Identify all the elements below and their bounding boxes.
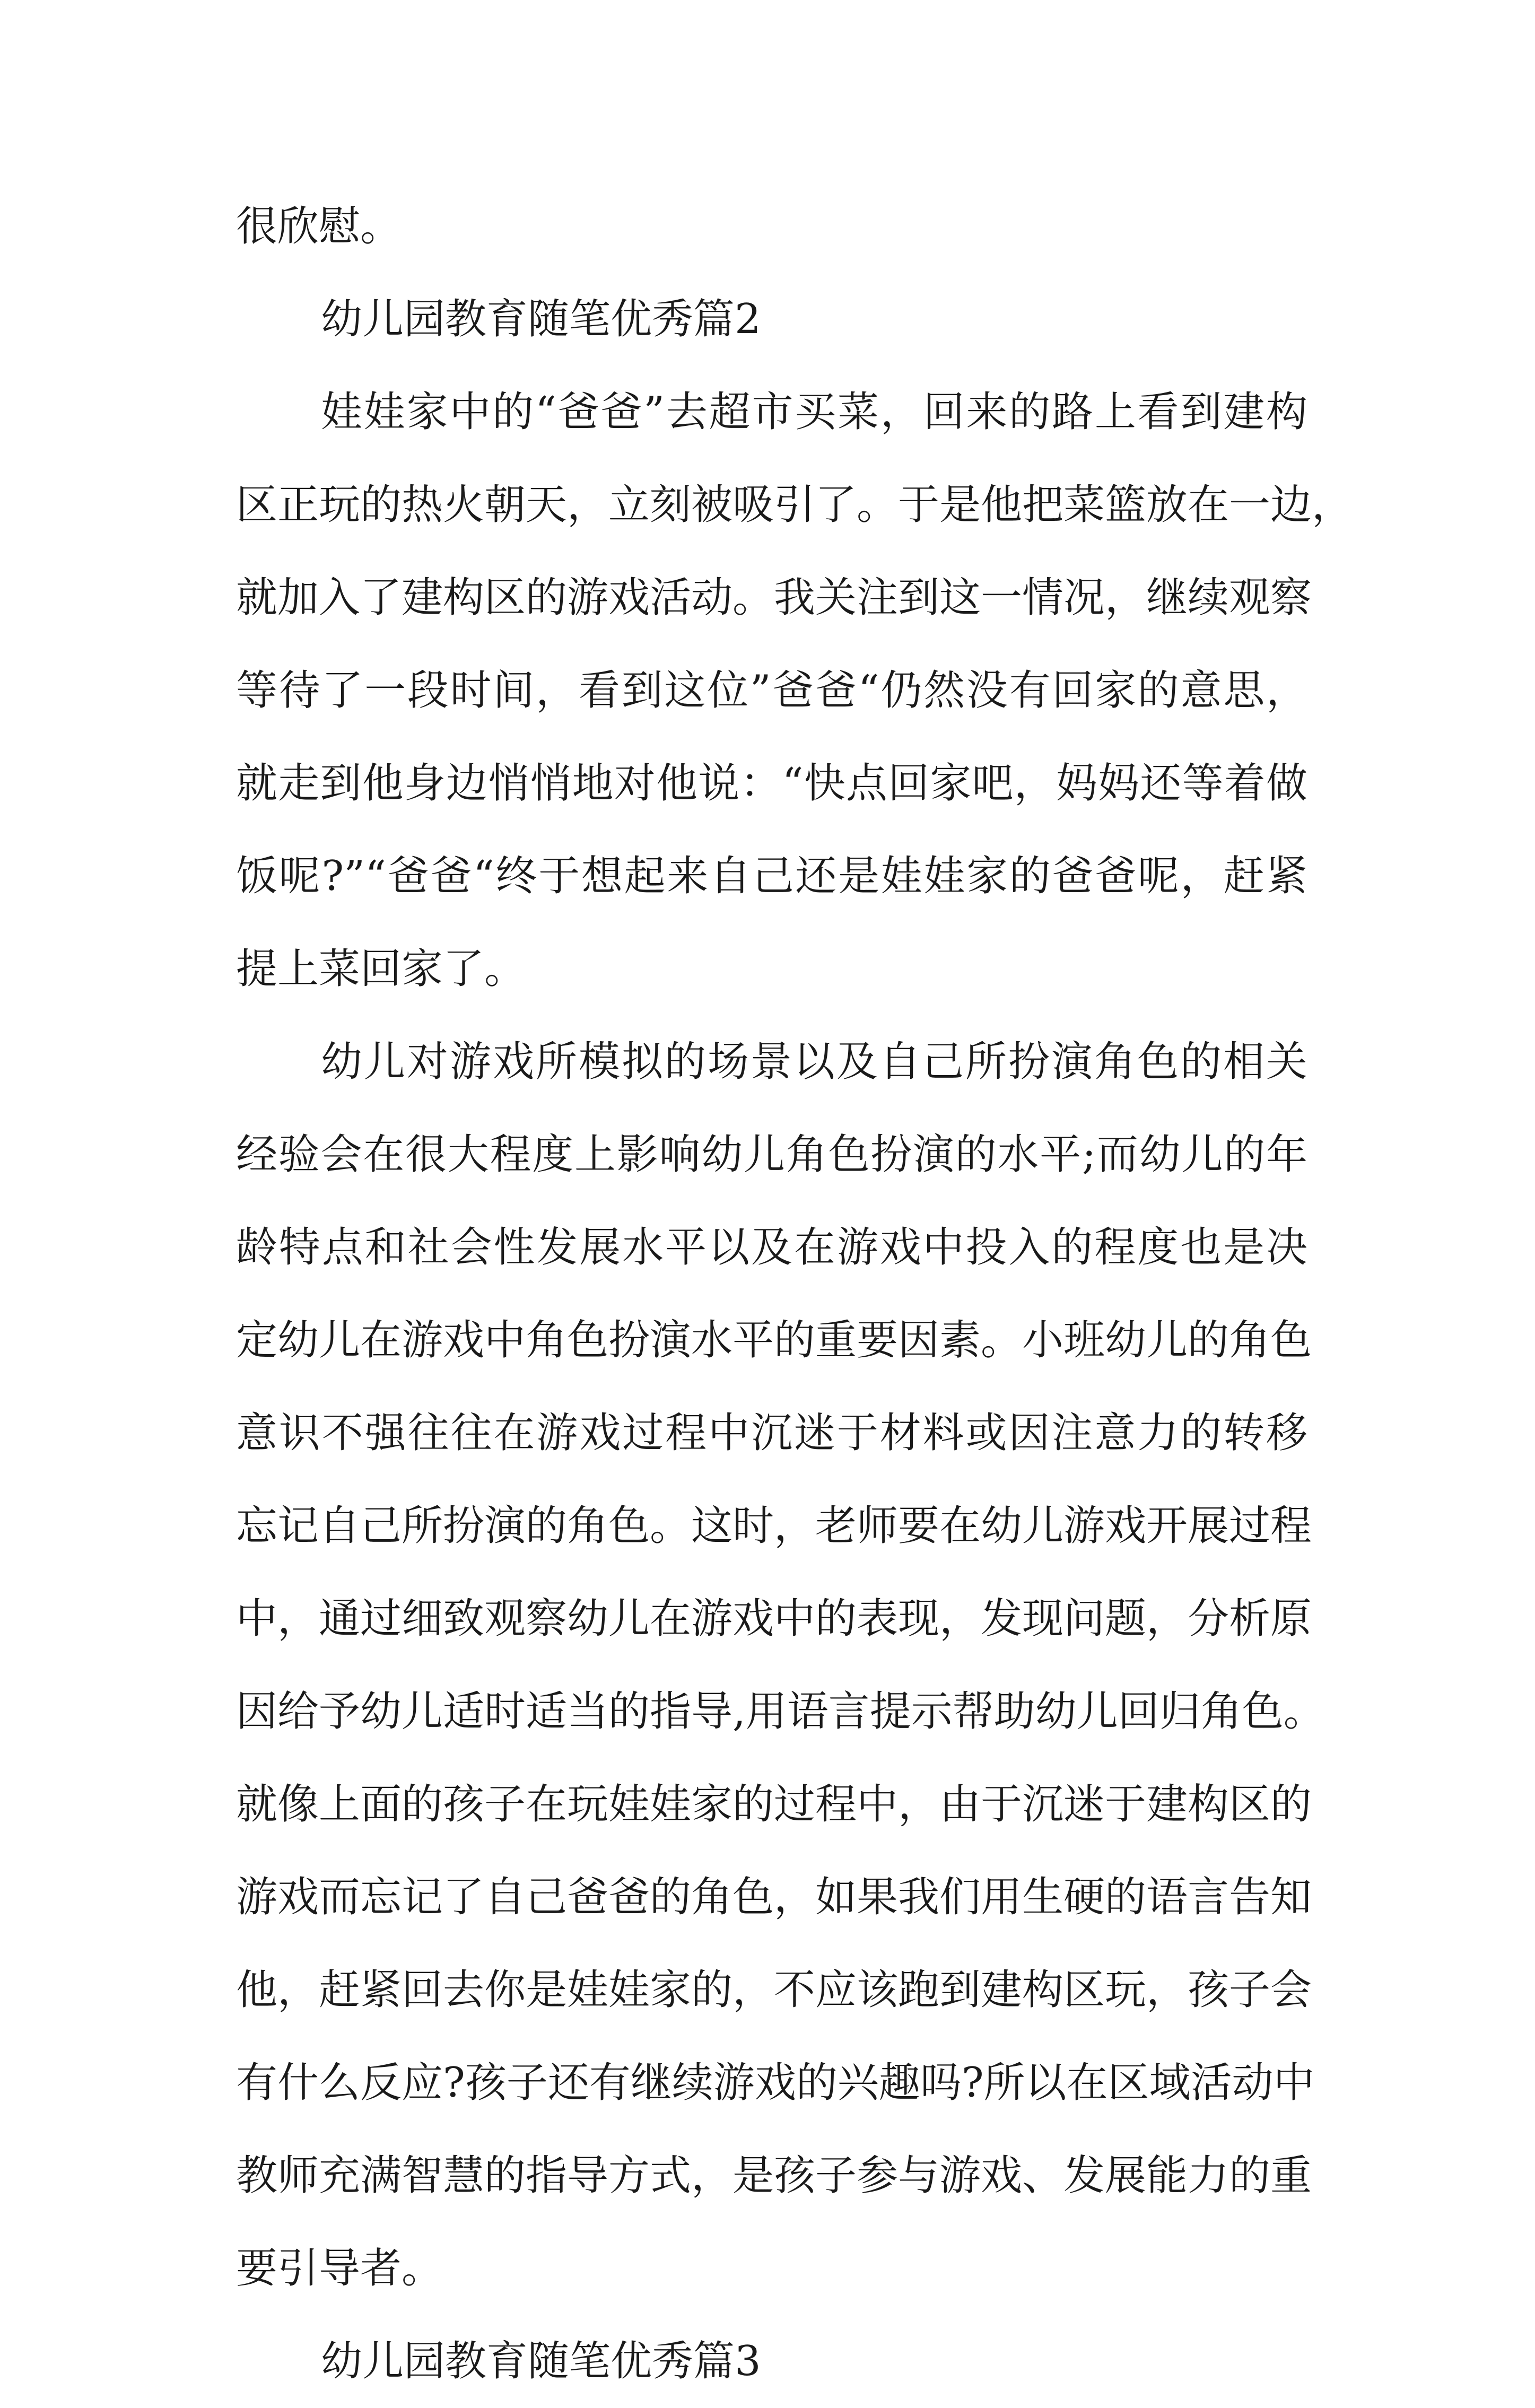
- section-heading-2: 幼儿园教育随笔优秀篇2: [321, 295, 761, 343]
- paragraph-line: 饭呢?”“爸爸“终于想起来自己还是娃娃家的爸爸呢，赶紧: [236, 852, 1307, 900]
- paragraph-line: 意识不强往往在游戏过程中沉迷于材料或因注意力的转移: [236, 1409, 1307, 1457]
- paragraph-line: 游戏而忘记了自己爸爸的角色，如果我们用生硬的语言告知: [236, 1873, 1312, 1921]
- paragraph-line: 他，赶紧回去你是娃娃家的，不应该跑到建构区玩，孩子会: [236, 1966, 1312, 2014]
- paragraph-line: 经验会在很大程度上影响幼儿角色扮演的水平;而幼儿的年: [236, 1131, 1307, 1179]
- section-heading-3: 幼儿园教育随笔优秀篇3: [321, 2337, 761, 2385]
- paragraph-line: 龄特点和社会性发展水平以及在游戏中投入的程度也是决: [236, 1224, 1307, 1271]
- paragraph-line: 忘记自己所扮演的角色。这时，老师要在幼儿游戏开展过程: [236, 1502, 1312, 1550]
- paragraph-line: 有什么反应?孩子还有继续游戏的兴趣吗?所以在区域活动中: [236, 2059, 1315, 2107]
- intro-tail-line: 很欣慰。: [236, 203, 402, 250]
- paragraph-line: 中，通过细致观察幼儿在游戏中的表现，发现问题，分析原: [236, 1595, 1312, 1643]
- document-body: [236, 180, 1354, 2408]
- paragraph-line: 幼儿对游戏所模拟的场景以及自己所扮演角色的相关: [321, 1038, 1307, 1086]
- paragraph-line: 提上菜回家了。: [236, 945, 526, 993]
- paragraph-line: 就加入了建构区的游戏活动。我关注到这一情况，继续观察: [236, 574, 1312, 622]
- paragraph-line: 娃娃家中的“爸爸”去超市买菜，回来的路上看到建构: [321, 388, 1307, 436]
- paragraph-2: [236, 1016, 1325, 2315]
- paragraph-line: 就像上面的孩子在玩娃娃家的过程中，由于沉迷于建构区的: [236, 1781, 1312, 1828]
- paragraph-line: 要引导者。: [236, 2245, 443, 2292]
- paragraph-line: 教师充满智慧的指导方式，是孩子参与游戏、发展能力的重: [236, 2152, 1312, 2200]
- paragraph-line: 等待了一段时间，看到这位”爸爸“仍然没有回家的意思，: [236, 667, 1307, 714]
- paragraph-1: [236, 366, 1354, 1016]
- paragraph-line: 因给予幼儿适时适当的指导,用语言提示帮助幼儿回归角色。: [236, 1688, 1325, 1735]
- paragraph-line: 区正玩的热火朝天，立刻被吸引了。于是他把菜篮放在一边，: [236, 481, 1354, 529]
- paragraph-line: 就走到他身边悄悄地对他说：“快点回家吧，妈妈还等着做: [236, 760, 1307, 807]
- paragraph-line: 定幼儿在游戏中角色扮演水平的重要因素。小班幼儿的角色: [236, 1316, 1312, 1364]
